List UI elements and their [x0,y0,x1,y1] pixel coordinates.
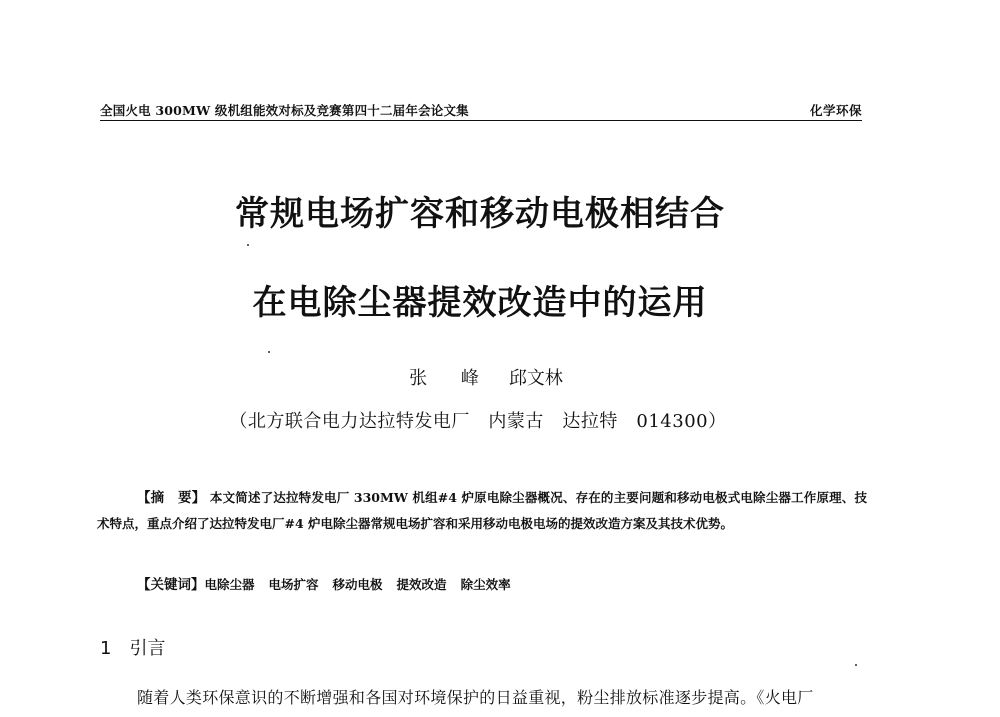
keyword: 移动电极 [332,577,383,592]
body-paragraph: 随着人类环保意识的不断增强和各国对环境保护的日益重视，粉尘排放标准逐步提高。《火电厂 [137,688,814,707]
scan-speck [268,351,270,353]
keyword: 电除尘器 [204,577,255,592]
paper-title-line-1: 常规电场扩容和移动电极相结合 [235,194,725,234]
keyword: 提效改造 [396,577,447,592]
abstract-label: 【摘 要】 [137,490,206,506]
section-heading [100,634,165,660]
scan-speck [247,244,249,246]
section-title: 引言 [129,638,166,659]
keywords-label: 【关键词】 [137,577,205,593]
abstract [97,485,867,537]
proceedings-title: 全国火电 300MW 级机组能效对标及竞赛第四十二届年会论文集 [100,103,469,118]
author-name: 邱文林 [508,368,563,389]
keyword: 除尘效率 [460,577,511,592]
author-name: 张 峰 [409,368,493,389]
keyword: 电场扩容 [268,577,319,592]
author-list [0,364,986,390]
scan-speck [855,664,857,666]
keywords [137,573,525,593]
author-affiliation: （北方联合电力达拉特发电厂 内蒙古 达拉特 014300） [229,411,727,432]
abstract-text: 本文简述了达拉特发电厂 330MW 机组#4 炉原电除尘器概况、存在的主要问题和移动电极式电除尘器工作原理、技术特点，重点介绍了达拉特发电厂#4 炉电除尘器常规电场扩容和采用移动电极电场的提效改造方案及其技术优势。 [97,490,867,531]
running-header [100,100,862,121]
section-category: 化学环保 [809,103,862,118]
paper-title-line-2: 在电除尘器提效改造中的运用 [252,283,708,323]
section-number: 1 [100,638,112,659]
